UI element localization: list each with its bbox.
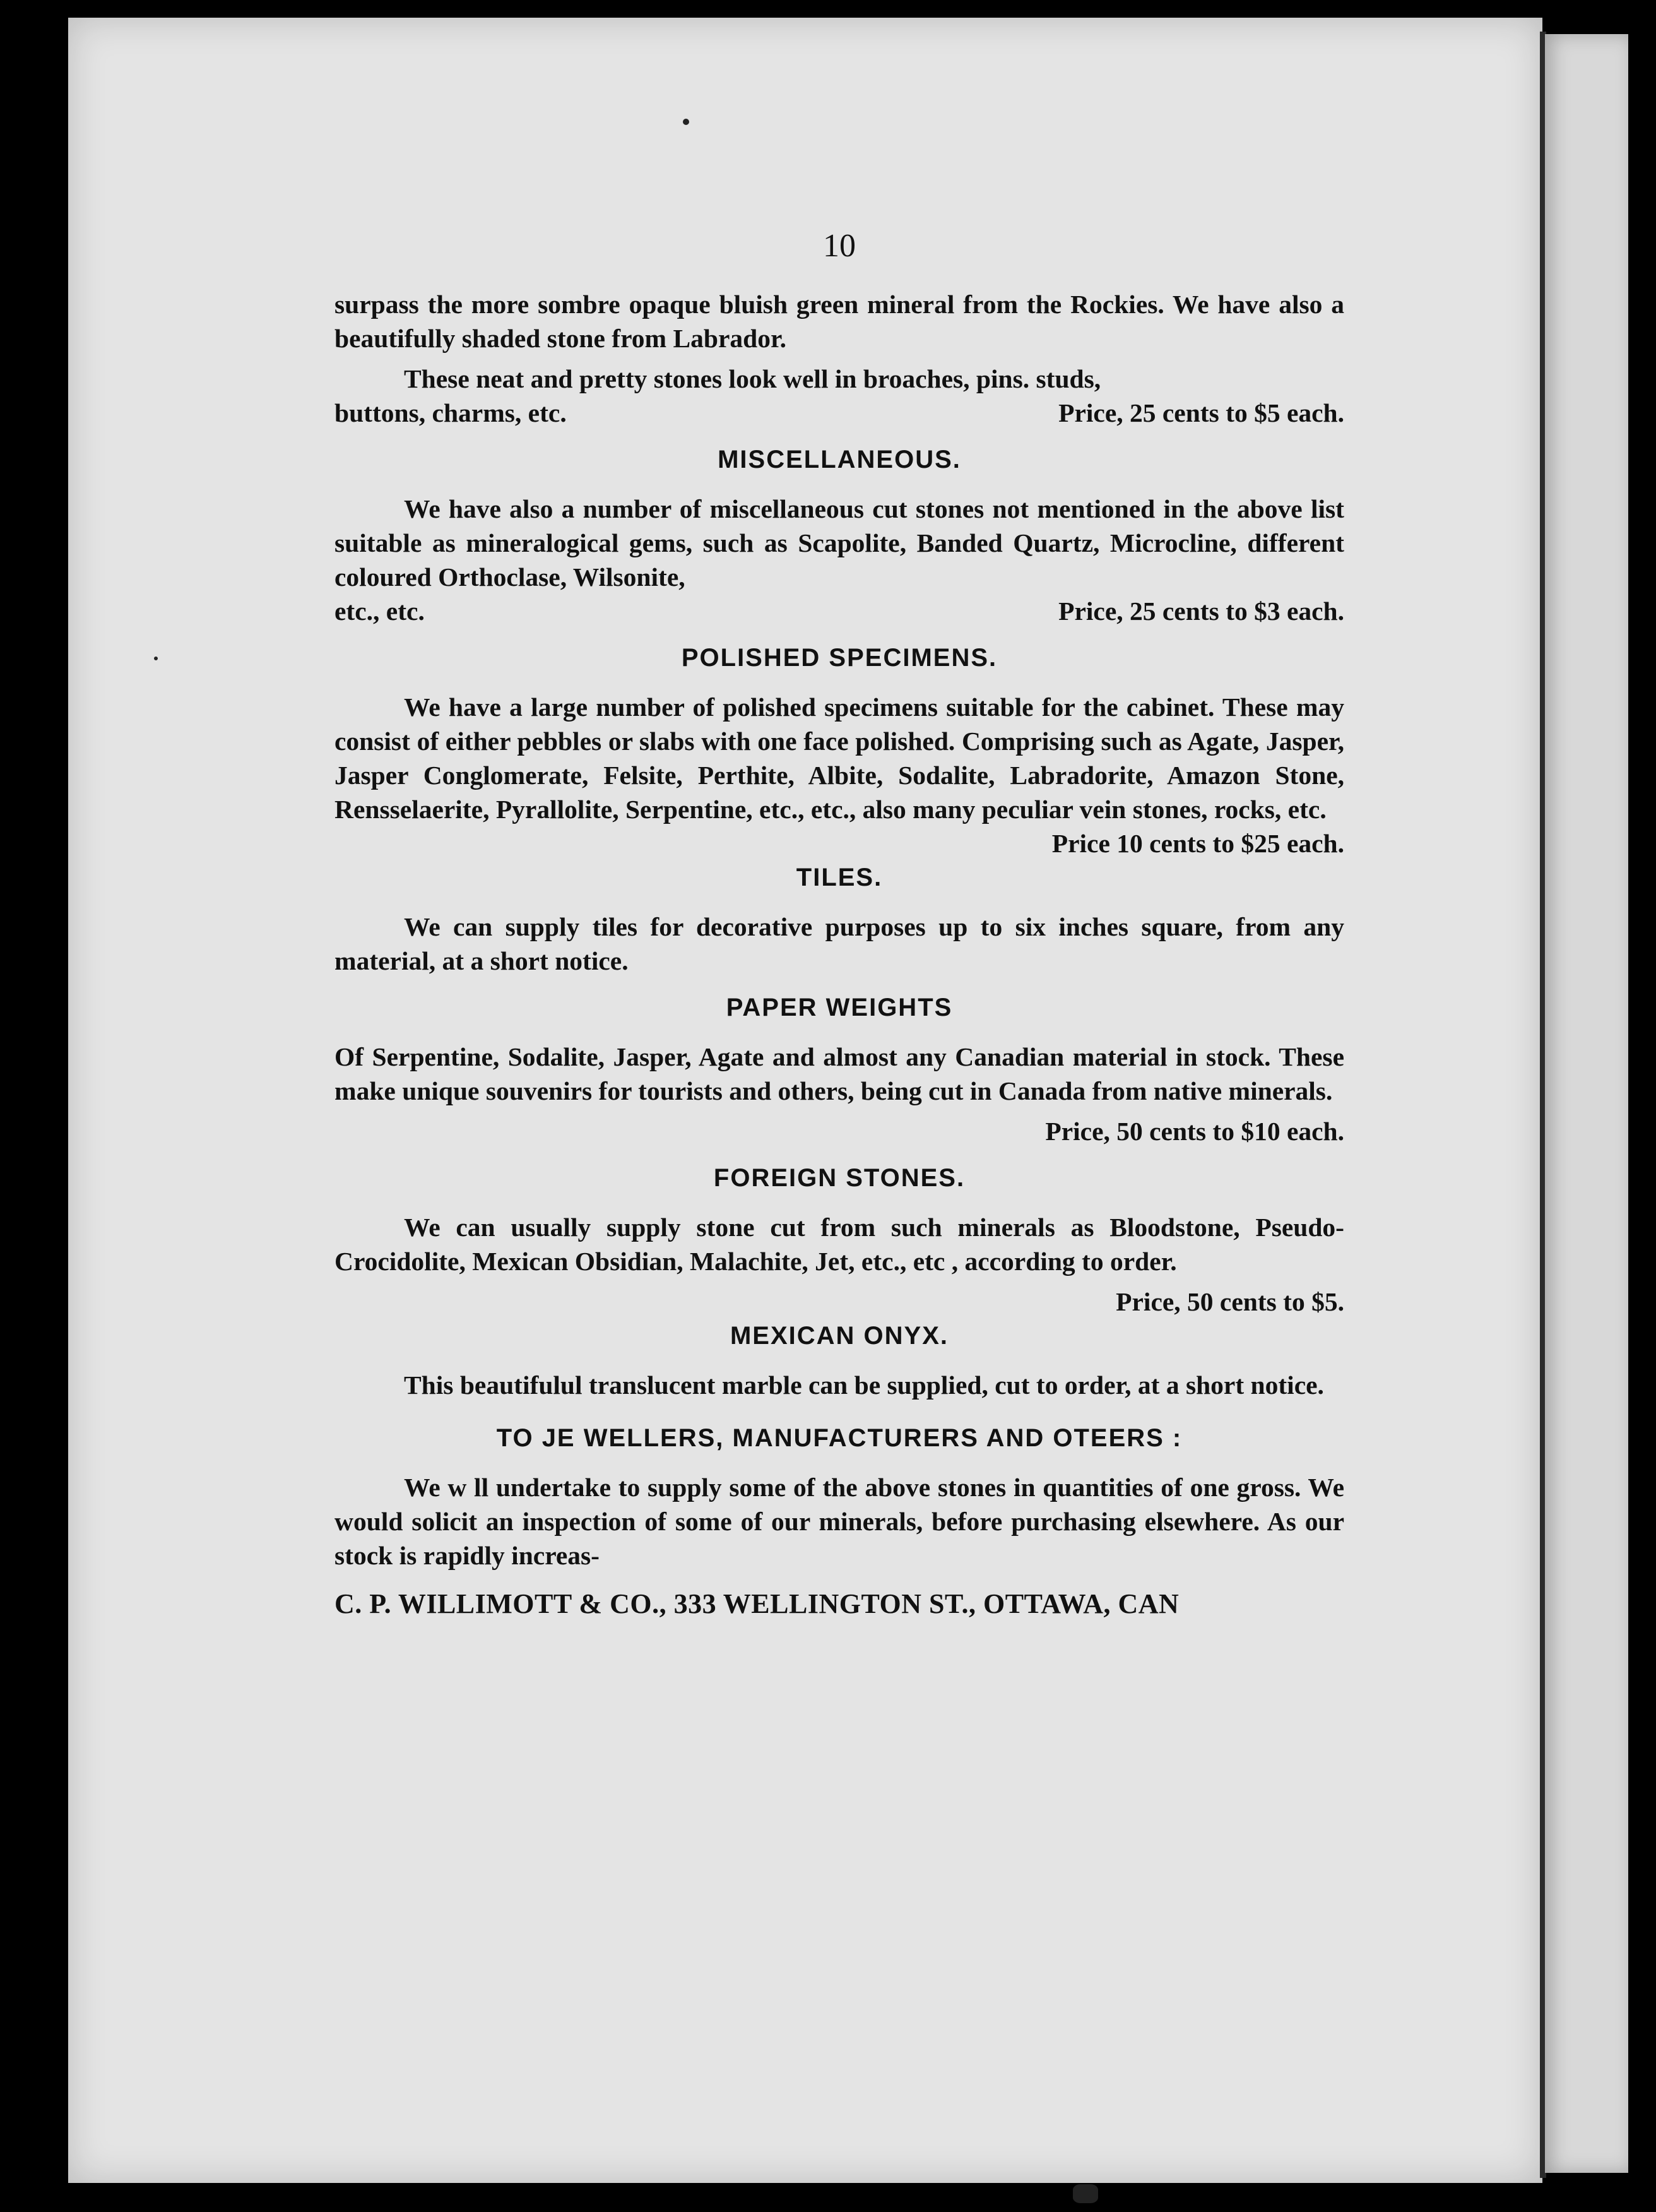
miscellaneous-body-end: etc., etc.	[334, 597, 425, 626]
publisher-footer: C. P. WILLIMOTT & CO., 333 WELLINGTON ST., OTTAWA, CAN	[334, 1588, 1180, 1619]
onyx-heading: MEXICAN ONYX.	[730, 1322, 949, 1350]
tiles-heading: TILES.	[796, 864, 883, 891]
jewellers-body: We w ll undertake to supply some of the above stones in quantities of one gross. We would solicit an inspection of some of our minerals, before purchasing elsewhere. As our stock is rapidly increas-	[334, 1473, 1344, 1570]
foreign-section	[334, 1161, 1344, 1319]
paper-weights-body: Of Serpentine, Sodalite, Jasper, Agate and almost any Canadian material in stock. These make unique souvenirs for tourists and others, being cut in Canada from native minerals.	[334, 1042, 1344, 1105]
foreign-price: Price, 50 cents to $5.	[1116, 1287, 1344, 1316]
page-number: 10	[823, 228, 856, 264]
intro-section	[334, 287, 1344, 430]
onyx-section	[334, 1319, 1344, 1402]
polished-section	[334, 641, 1344, 860]
foreign-heading: FOREIGN STONES.	[713, 1164, 966, 1192]
intro-paragraph-1: surpass the more sombre opaque bluish green mineral from the Rockies. We have also a beautifully shaded stone from Labrador.	[334, 290, 1344, 353]
onyx-body: This beautifulul translucent marble can be supplied, cut to order, at a short notice.	[404, 1371, 1324, 1400]
polished-heading: POLISHED SPECIMENS.	[681, 644, 998, 672]
tiles-section	[334, 860, 1344, 978]
page-content	[334, 227, 1344, 1620]
intro-price: Price, 25 cents to $5 each.	[1058, 398, 1344, 427]
polished-price: Price 10 cents to $25 each.	[1051, 829, 1344, 858]
jewellers-section	[334, 1421, 1344, 1573]
foreign-body: We can usually supply stone cut from such minerals as Bloodstone, Pseudo-Crocidolite, Mexican Obsidian, Malachite, Jet, etc., etc , according to order.	[334, 1213, 1344, 1276]
paper-weights-section	[334, 990, 1344, 1148]
intro-paragraph-2: These neat and pretty stones look well in broaches, pins. studs,	[404, 364, 1101, 393]
polished-body: We have a large number of polished specimens suitable for the cabinet. These may consist of either pebbles or slabs with one face polished. Comprising such as Agate, Jasper, Jasper Conglomerate, Felsite, Perthite, Albite, Sodalite, Labradorite, Amazon Stone, Rensselaerite, Pyrallolite, Serpentine, etc., etc., also many peculiar vein stones, rocks, etc.	[334, 693, 1344, 824]
miscellaneous-body: We have also a number of miscellaneous cut stones not mentioned in the above list suitable as mineralogical gems, such as Scapolite, Banded Quartz, Microcline, different coloured Orthoclase, Wilsonite,	[334, 494, 1344, 592]
paper-weights-heading: PAPER WEIGHTS	[726, 994, 953, 1021]
tiles-body: We can supply tiles for decorative purposes up to six inches square, from any material, at a short notice.	[334, 912, 1344, 975]
miscellaneous-section	[334, 443, 1344, 628]
miscellaneous-price-line	[334, 594, 1344, 628]
paper-weights-price: Price, 50 cents to $10 each.	[1045, 1117, 1344, 1146]
miscellaneous-price: Price, 25 cents to $3 each.	[1058, 597, 1344, 626]
ink-speck	[154, 657, 158, 660]
intro-paragraph-2-end: buttons, charms, etc.	[334, 398, 567, 427]
ink-speck	[683, 119, 689, 125]
ink-speck	[1073, 2184, 1098, 2203]
miscellaneous-heading: MISCELLANEOUS.	[718, 446, 961, 473]
facing-page-edge	[1545, 34, 1628, 2173]
intro-price-line	[334, 396, 1344, 430]
jewellers-heading: TO JE WELLERS, MANUFACTURERS AND OTEERS :	[496, 1424, 1183, 1452]
